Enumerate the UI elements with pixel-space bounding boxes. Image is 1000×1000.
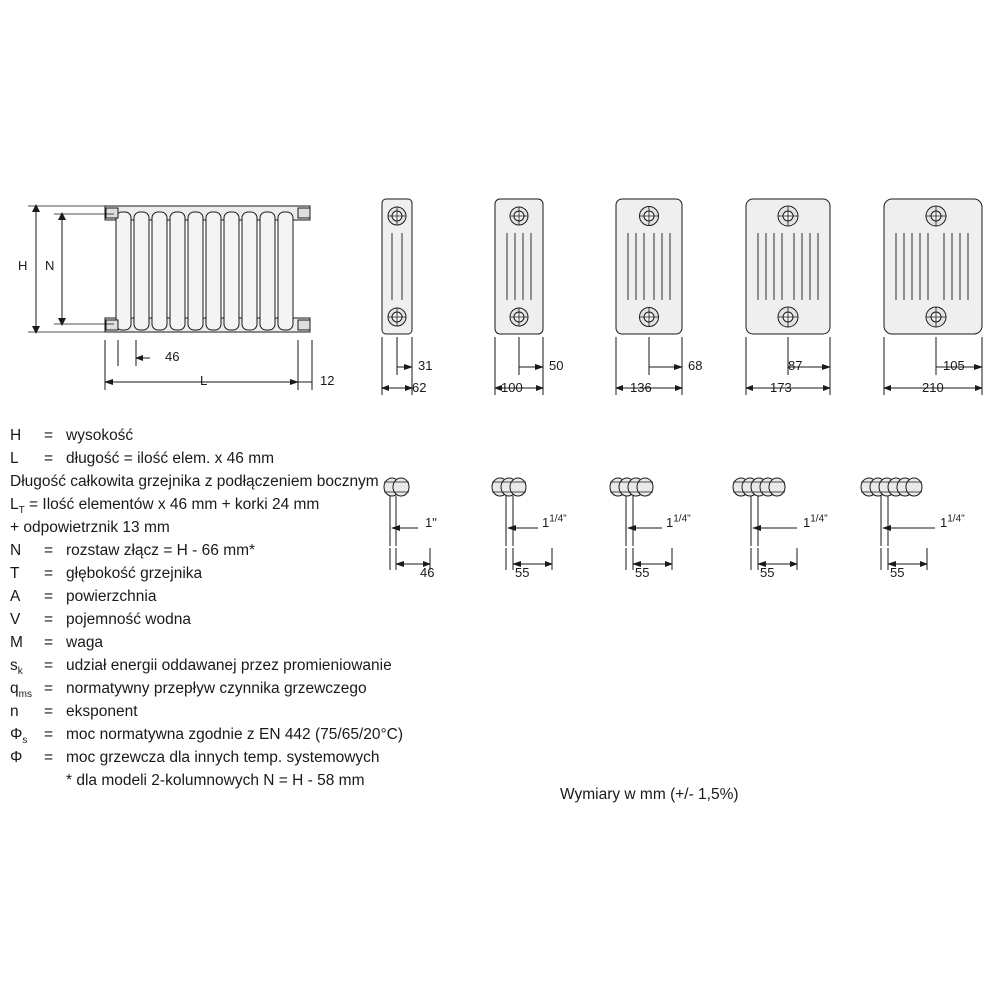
dim-label-inner: 87 [788, 358, 803, 373]
section-4-column [608, 195, 753, 435]
plan-6-column-svg [855, 470, 1000, 600]
dim-label-thread: 1" [425, 515, 437, 530]
legend-footnote-star: * dla modeli 2-kolumnowych N = H - 58 mm [66, 772, 365, 789]
thread-fraction: 1/4" [673, 513, 691, 525]
dim-label-inner: 31 [418, 358, 433, 373]
plan-6-column [855, 470, 1000, 600]
section-3-column [485, 195, 615, 435]
legend-equals: = [44, 657, 54, 674]
dim-label-outer: 173 [770, 380, 792, 395]
plan-5-column [725, 470, 875, 600]
section-3-column-svg [485, 195, 615, 435]
legend-equals: = [44, 726, 54, 743]
section-4-column-svg [608, 195, 753, 435]
legend-equals: = [44, 749, 54, 766]
legend-equals: = [44, 703, 54, 720]
dim-label-offset: 55 [890, 565, 905, 580]
legend-text: normatywny przepływ czynnika grzewczego [66, 680, 367, 697]
legend-text: pojemność wodna [66, 611, 191, 628]
legend [10, 428, 480, 796]
legend-equals: = [44, 588, 54, 605]
legend-text: wysokość [66, 427, 134, 444]
legend-item-phi-s [10, 726, 480, 747]
side-view-svg [10, 190, 370, 440]
legend-text: głębokość grzejnika [66, 565, 203, 582]
thread-fraction: 1/4" [810, 513, 828, 525]
dimensions-note: Wymiary w mm (+/- 1,5%) [560, 786, 739, 803]
legend-symbol-lt-sub: T [18, 505, 25, 517]
dim-label-12: 12 [320, 373, 335, 388]
legend-symbol: A [10, 588, 21, 605]
dim-label-outer: 62 [412, 380, 427, 395]
legend-equals: = [44, 565, 54, 582]
legend-text: eksponent [66, 703, 138, 720]
legend-item-LT [10, 496, 480, 517]
legend-item-V [10, 612, 480, 628]
dim-label-thread: $1^{1/4"}$ [940, 513, 965, 530]
legend-symbol-lt: L [10, 496, 19, 513]
legend-symbol-sub: ms [18, 689, 32, 701]
section-6-column-svg [880, 195, 1000, 435]
legend-item-M [10, 635, 480, 651]
legend-item-T [10, 566, 480, 582]
legend-text: moc grzewcza dla innych temp. systemowych [66, 749, 380, 766]
legend-item-A [10, 589, 480, 605]
dim-label-46: 46 [165, 349, 180, 364]
section-5-column-svg [740, 195, 900, 435]
plan-3-column [480, 470, 610, 600]
plan-3-column-svg [480, 470, 610, 600]
plan-4-column [600, 470, 740, 600]
legend-equals: = [44, 427, 54, 444]
legend-text: udział energii oddawanej przez promieniowanie [66, 657, 392, 674]
legend-note-vent: + odpowietrznik 13 mm [10, 519, 170, 536]
legend-symbol-sub: s [22, 735, 28, 747]
legend-equals: = [44, 634, 54, 651]
legend-equals: = [44, 542, 54, 559]
legend-symbol: M [10, 634, 23, 651]
legend-equals: = [44, 450, 54, 467]
legend-symbol-base: Φ [10, 749, 23, 766]
side-view-drawing [10, 190, 370, 440]
legend-item-H [10, 428, 480, 444]
dim-label-offset: 55 [760, 565, 775, 580]
legend-symbol [10, 750, 44, 766]
legend-note-total-length: Długość całkowita grzejnika z podłączeniem bocznym [10, 473, 379, 490]
section-2-column [370, 195, 490, 435]
legend-text: moc normatywna zgodnie z EN 442 (75/65/20°C) [66, 726, 404, 743]
dim-label-thread: $1^{1/4"}$ [666, 513, 691, 530]
legend-symbol: H [10, 427, 22, 444]
legend-symbol: V [10, 611, 21, 628]
plan-4-column-svg [600, 470, 740, 600]
legend-item-L [10, 451, 480, 467]
dim-label-inner: 105 [943, 358, 965, 373]
dim-label-offset: 46 [420, 565, 435, 580]
legend-text: długość = ilość elem. x 46 mm [66, 450, 275, 467]
legend-symbol [10, 680, 44, 701]
thread-fraction: 1/4" [549, 513, 567, 525]
legend-text: waga [66, 634, 104, 651]
legend-equals: = [44, 611, 54, 628]
legend-symbol: L [10, 450, 19, 467]
legend-symbol [10, 657, 44, 678]
legend-symbol-base: Φ [10, 726, 23, 743]
legend-text: powierzchnia [66, 588, 157, 605]
legend-symbol-sub: k [17, 666, 23, 678]
legend-text-lt: = Ilość elementów x 46 mm + korki 24 mm [24, 496, 320, 513]
section-6-column [880, 195, 1000, 435]
dim-label-thread: $1^{1/4"}$ [803, 513, 828, 530]
legend-text: rozstaw złącz = H - 66 mm* [66, 542, 256, 559]
legend-symbol [10, 704, 44, 720]
dim-label-N: N [45, 258, 55, 273]
legend-symbol: N [10, 542, 22, 559]
dim-label-outer: 210 [922, 380, 944, 395]
legend-item-N [10, 543, 480, 559]
dim-label-inner: 68 [688, 358, 703, 373]
legend-symbol-base: s [10, 657, 18, 674]
section-5-column [740, 195, 900, 435]
dim-label-H: H [18, 258, 28, 273]
legend-item-n [10, 704, 480, 720]
dim-label-outer: 136 [630, 380, 652, 395]
legend-item-sk [10, 657, 480, 678]
legend-symbol-base: n [10, 703, 19, 720]
dim-label-inner: 50 [549, 358, 564, 373]
legend-symbol: T [10, 565, 20, 582]
plan-5-column-svg [725, 470, 875, 600]
dim-label-outer: 100 [501, 380, 523, 395]
dim-label-offset: 55 [635, 565, 650, 580]
legend-symbol [10, 726, 44, 747]
legend-item-phi [10, 750, 480, 766]
dim-label-L: L [200, 373, 208, 388]
section-2-column-svg [370, 195, 490, 435]
dim-label-offset: 55 [515, 565, 530, 580]
thread-fraction: 1/4" [947, 513, 965, 525]
legend-symbol-base: q [10, 680, 19, 697]
legend-item-qms [10, 680, 480, 701]
dim-label-thread: $1^{1/4"}$ [542, 513, 567, 530]
legend-equals: = [44, 680, 54, 697]
